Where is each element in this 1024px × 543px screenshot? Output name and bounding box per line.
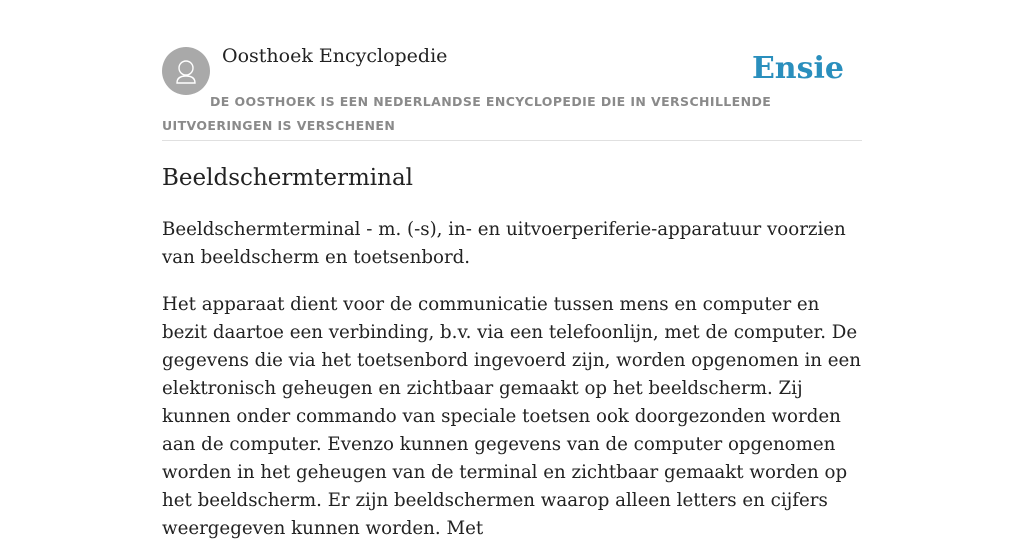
article-title: Beeldschermterminal: [162, 165, 414, 191]
user-avatar-icon[interactable]: [162, 47, 210, 95]
source-title[interactable]: Oosthoek Encyclopedie: [222, 45, 448, 67]
page-header: [162, 0, 862, 141]
source-description: DE OOSTHOEK IS EEN NEDERLANDSE ENCYCLOPEDIE DIE IN VERSCHILLENDE UITVOERINGEN IS VERSCHENEN: [162, 94, 772, 133]
article-paragraph: Het apparaat dient voor de communicatie tussen mens en computer en bezit daartoe een verbinding, b.v. via een telefoonlijn, met de computer. De gegevens die via het toetsenbord ingevoerd zijn, worden opgenomen in een elektronisch geheugen en zichtbaar gemaakt op het beeldscherm. Zij kunnen onder commando van speciale toetsen ook doorgezonden worden aan de computer. Evenzo kunnen gegevens van de computer opgenomen worden in het geheugen van de terminal en zichtbaar gemaakt worden op het beeldscherm. Er zijn beeldschermen waarop alleen letters en cijfers weergegeven kunnen worden. Met: [162, 294, 862, 539]
article-paragraph: Beeldschermterminal - m. (-s), in- en uitvoerperiferie-apparatuur voorzien van beeldscherm en toetsenbord.: [162, 219, 846, 268]
brand-logo[interactable]: Ensie: [751, 51, 844, 86]
page: [162, 0, 862, 539]
